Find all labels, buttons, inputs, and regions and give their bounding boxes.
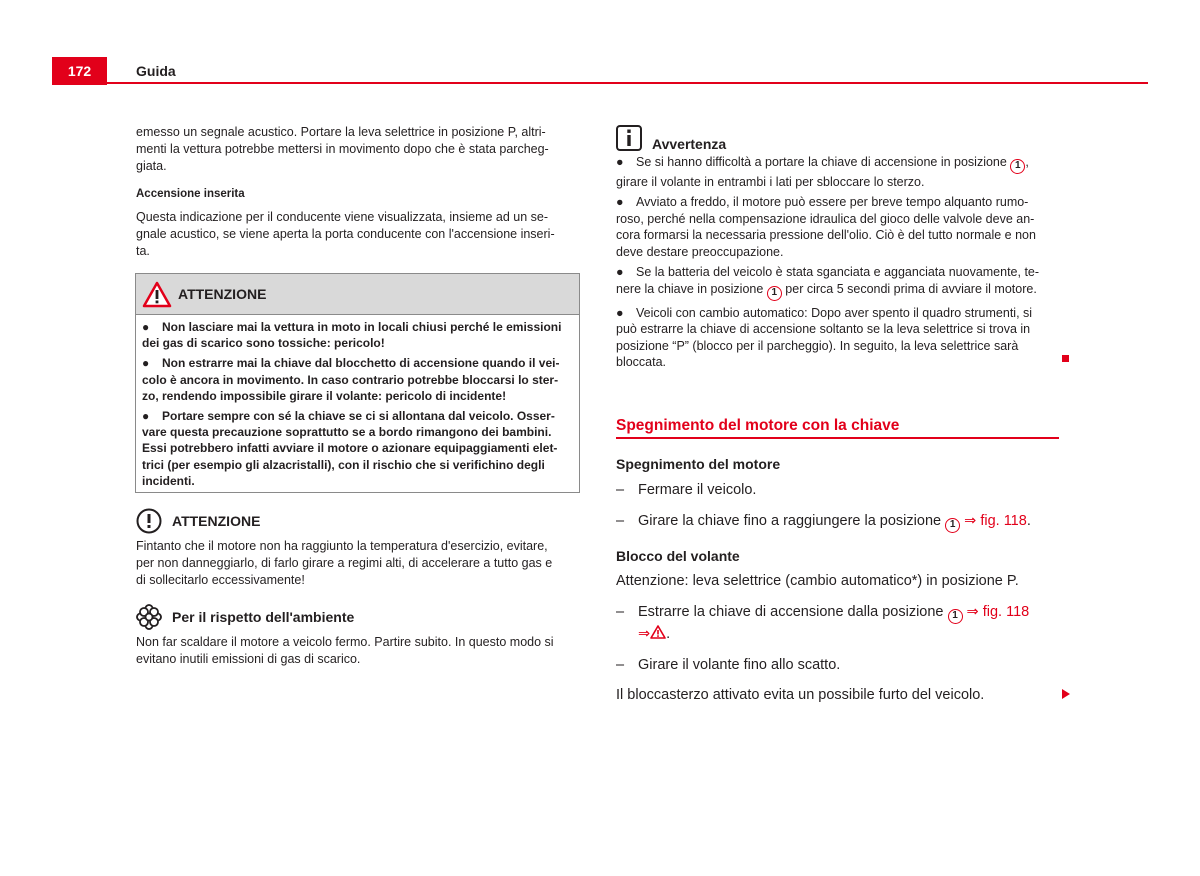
warning-box [135,273,580,493]
note-block [616,124,1060,375]
step-item: – Girare il volante fino allo scatto. [616,656,841,673]
subheading-blocco: Blocco del volante [616,548,740,564]
caution-title: ATTENZIONE [172,513,261,529]
page-number: 172 [52,57,107,85]
figure-link[interactable]: ⇒ fig. 118 [964,513,1027,529]
note-title: Avvertenza [652,136,727,152]
section-rule [616,437,1059,439]
warning-box-title: ATTENZIONE [178,286,267,302]
warning-item: ● Non lasciare mai la vettura in moto in locali chiusi perché le emissioni dei gas di scarico sono tossiche: pericolo! [142,320,562,351]
step-item: – Fermare il veicolo. [616,482,757,498]
note-body [616,154,1060,371]
position-1-icon: 1 [945,518,960,533]
warning-item: ● Non estrarre mai la chiave dal blocchetto di accensione quando il vei- colo è ancora in movimento. In caso contrario potrebbe bloccarsi lo ster- zo, rendendo impossibile girare il volante: pericolo di incidente! [142,356,560,403]
step-item: – Estrarre la chiave di accensione dalla posizione 1 ⇒ fig. 118 [616,602,1060,624]
caution-block [136,508,576,589]
position-1-icon: 1 [948,609,963,624]
closing-paragraph: Il bloccasterzo attivato evita un possibile furto del veicolo. [616,687,985,703]
warning-item: ● Portare sempre con sé la chiave se ci si allontana dal veicolo. Osser- vare questa precauzione soprattutto se a bordo rimangono dei bambini. Essi potrebbero infatti avviare il motore o azionare equipaggiamenti elet- trici (per esempio gli alzacristalli), con il rischio che si verifichino degli incidenti. [142,409,558,488]
warning-triangle-icon[interactable] [650,625,666,639]
warning-box-body [136,315,579,489]
subheading-accensione: Accensione inserita [136,188,245,200]
blocco-note: Attenzione: leva selettrice (cambio automatico*) in posizione P. [616,573,1019,589]
flower-icon [136,604,162,630]
environment-text: Non far scaldare il motore a veicolo fermo. Partire subito. In questo modo si evitano inutili emissioni di gas di scarico. [136,635,554,666]
note-item: ● Se si hanno difficoltà a portare la chiave di accensione in posizione 1 , girare il volante in entrambi i lati per sbloccare lo sterzo. [616,155,1029,189]
environment-block [136,604,576,668]
position-1-icon: 1 [1010,159,1025,174]
note-item: ● Avviato a freddo, il motore può essere per breve tempo alquanto rumo- roso, perché nella compensazione idraulica del gioco delle valvole deve an- cora formarsi la necessaria pressione dell'olio. Ciò è del tutto normale e non deve destare preoccupazione. [616,195,1036,259]
position-1-icon: 1 [767,286,782,301]
subheading-spegnimento: Spegnimento del motore [616,456,781,472]
note-item: ● Veicoli con cambio automatico: Dopo aver spento il quadro strumenti, si può estrarre la chiave di accensione soltanto se la leva selettrice si trova in posizione “P” (blocco per il parcheggio). In seguito, la leva selettrice sarà bloccata. [616,305,1033,369]
step-list-1 [616,480,1060,533]
warning-box-header [136,274,579,315]
header-rule [107,82,1148,84]
exclamation-circle-icon [136,508,162,534]
end-square-icon [1062,355,1069,362]
section-title: Spegnimento del motore con la chiave [616,417,900,434]
environment-title: Per il rispetto dell'ambiente [172,609,355,625]
chapter-title: Guida [136,63,176,79]
step-item: – Girare la chiave fino a raggiungere la posizione 1 ⇒ fig. 118. [616,511,1060,533]
step-list-2: – Estrarre la chiave di accensione dalla posizione 1 ⇒ fig. 118 ⇒ . – Girare il volante fino allo scatto. [616,602,1060,675]
accensione-paragraph: Questa indicazione per il conducente viene visualizzata, insieme ad un se- gnale acustico, se viene aperta la porta conducente con l'accensione inseri- ta. [136,210,555,258]
caution-text: Fintanto che il motore non ha raggiunto la temperatura d'esercizio, evitare, per non danneggiarlo, di farlo girare a regimi alti, di accelerare a tutto gas e di sollecitarlo eccessivamente! [136,539,553,587]
info-icon [616,125,642,151]
figure-link[interactable]: ⇒ fig. 118 [966,604,1030,620]
warning-triangle-icon [142,281,172,308]
continue-arrow-icon [1061,688,1071,700]
note-item: ● Se la batteria del veicolo è stata sganciata e agganciata nuovamente, te- nere la chiave in posizione 1 per circa 5 secondi prima di avviare il motore. [616,264,1060,300]
intro-paragraph: emesso un segnale acustico. Portare la leva selettrice in posizione P, altri- menti la vettura potrebbe mettersi in movimento dopo che è stata parcheg- giata. [136,125,549,173]
